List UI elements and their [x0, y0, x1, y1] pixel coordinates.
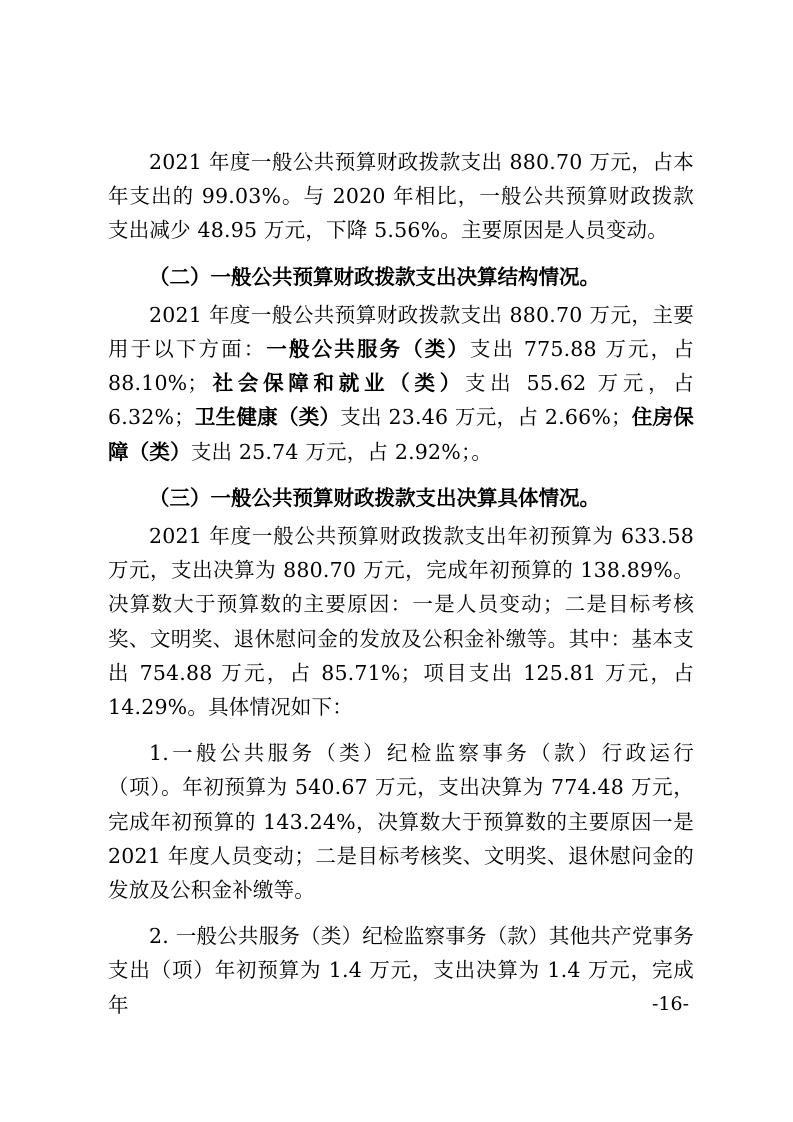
paragraph-expenditure-summary: 2021 年度一般公共预算财政拨款支出 880.70 万元，占本年支出的 99.03%。与 2020 年相比，一般公共预算财政拨款支出减少 48.95 万元，下降 5.56%。主要原因是人员变动。 — [108, 150, 694, 243]
paragraph-item-2: 2. 一般公共服务（类）纪检监察事务（款）其他共产党事务支出（项）年初预算为 1.4 万元，支出决算为 1.4 万元，完成年 — [108, 924, 694, 1017]
document-body — [108, 145, 694, 1022]
paragraph-structure — [108, 298, 694, 469]
text-segment: 2021 年度一般公共预算财政拨款支出 880.70 万元，主要用于以下方面： — [108, 302, 694, 362]
category-general-public-services: 一般公共服务（类） — [266, 337, 470, 362]
paragraph-details: 2021 年度一般公共预算财政拨款支出年初预算为 633.58 万元，支出决算为 880.70 万元，完成年初预算的 138.89%。决算数大于预算数的主要原因：一是人员变动；二是目标考核奖、文明奖、退休慰问金的发放及公积金补缴等。其中：基本支出 754.88 万元，占 85.71%；项目支出 125.81 万元，占 14.29%。具体情况如下： — [108, 524, 694, 720]
category-social-security: 社会保障和就业（类） — [208, 371, 465, 396]
text-segment: 支出 25.74 万元，占 2.92%；。 — [190, 439, 493, 464]
text-segment: 支出 55.62 万元，占 6.32%； — [108, 371, 695, 430]
category-housing: 住房保障（类） — [108, 405, 694, 464]
page-number: -16- — [651, 993, 689, 1015]
paragraph-item-1: 1.一般公共服务（类）纪检监察事务（款）行政运行（项）。年初预算为 540.67 万元，支出决算为 774.48 万元，完成年初预算的 143.24%，决算数大于预算数的主要原因一是 2021 年度人员变动；二是目标考核奖、文明奖、退休慰问金的发放及公积金补缴等。 — [108, 741, 694, 903]
heading-structure: （二）一般公共预算财政拨款支出决算结构情况。 — [149, 264, 600, 289]
heading-details: （三）一般公共预算财政拨款支出决算具体情况。 — [149, 485, 600, 510]
category-health: 卫生健康（类） — [194, 405, 341, 430]
text-segment: 支出 775.88 万元，占 88.10%； — [108, 337, 694, 396]
text-segment: 支出 23.46 万元，占 2.66%； — [340, 405, 632, 430]
